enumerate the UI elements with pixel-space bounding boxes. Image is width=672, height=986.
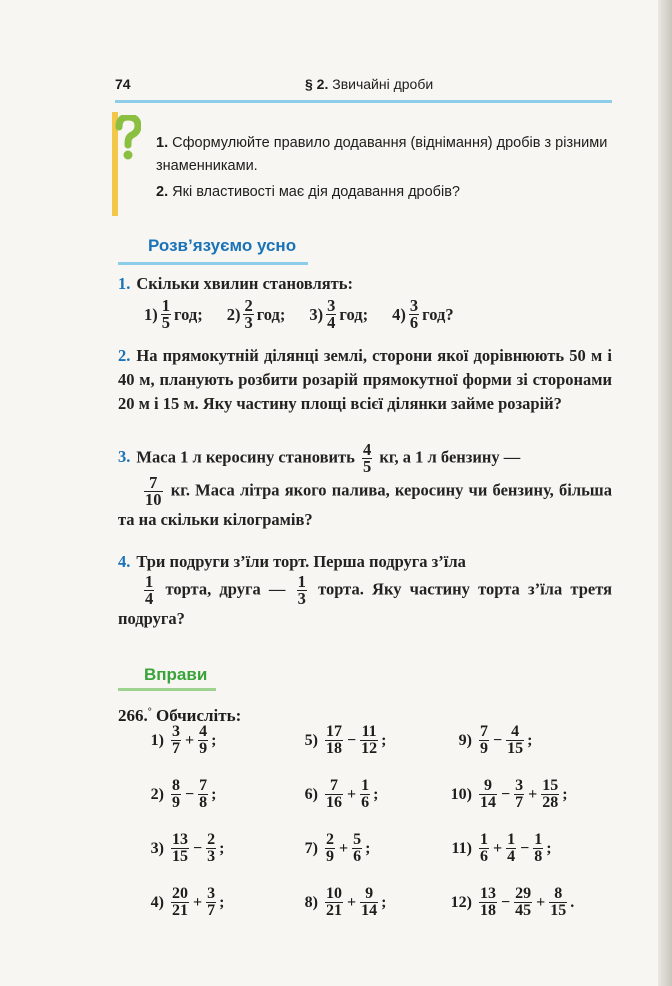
question-list [156, 132, 612, 207]
exercise-item: 9) $\frac{7}{9}$ − $\frac{4}{15}$ ; [458, 723, 533, 757]
exercises-heading-underline [118, 688, 216, 691]
exercise-item: 6) $\frac{7}{16}$ + $\frac{1}{6}$ ; [304, 777, 379, 811]
review-questions-box [112, 112, 612, 216]
fraction: $\frac{11}{12}$ [361, 723, 378, 757]
fraction: $\frac{1}{4}$ [507, 831, 516, 865]
fraction: $\frac{10}{21}$ [326, 885, 342, 919]
oral-task-4: 4. Три подруги з’їли торт. Перша подруга з’їла $\frac{1}{4}$ торта, друга — $\frac{1}{3}$ торта. Яку частину торта з’їла третя подруга? [118, 552, 613, 628]
time-option: 2) $\frac{2}{3}$ год; [226, 296, 286, 332]
fraction: $\frac{3}{7}$ [172, 723, 180, 757]
fraction: $\frac{17}{18}$ [326, 723, 342, 757]
exercise-item: 7) $\frac{2}{9}$ + $\frac{5}{6}$ ; [304, 831, 371, 865]
oral-task-2: 2. На прямокутній ділянці землі, сторони якої дорівнюють 50 м і 40 м, планують розбити розарій прямокутної форми зі сторонами 20 м і 15 м. Яку частину площі всієї ділянки займе розарій? [118, 346, 612, 413]
question-mark-icon [115, 115, 141, 161]
page-edge-shadow [658, 0, 672, 986]
page-header [115, 74, 611, 98]
exercise-item: 2) $\frac{8}{9}$ − $\frac{7}{8}$ ; [150, 777, 217, 811]
fraction: $\frac{13}{15}$ [172, 831, 188, 865]
fraction: $\frac{3}{7}$ [515, 777, 524, 811]
oral-task-1: 1. Скільки хвилин становлять: 1) $\frac{1}{5}$ год; 2) $\frac{2}{3}$ год; 3) $\frac{3}{4}$ год; 4) $\frac{3}{6}$ год? [118, 274, 454, 332]
page-number: 74 [115, 76, 131, 92]
exercise-item: 3) $\frac{13}{15}$ − $\frac{2}{3}$ ; [150, 831, 225, 865]
exercise-item: 11) $\frac{1}{6}$ + $\frac{1}{4}$ − $\frac{1}{8}$ ; [451, 831, 552, 865]
fraction: $\frac{1}{8}$ [534, 831, 543, 865]
fraction: $\frac{2}{9}$ [326, 831, 334, 865]
fraction: $\frac{8}{15}$ [550, 885, 567, 919]
header-rule [115, 100, 612, 103]
exercise-item: 8) $\frac{10}{21}$ + $\frac{9}{14}$ ; [304, 885, 387, 919]
fraction: $\frac{13}{18}$ [480, 885, 496, 919]
fraction: $\frac{4}{9}$ [199, 723, 208, 757]
fraction: $\frac{9}{14}$ [480, 777, 496, 811]
fraction: $\frac{29}{45}$ [515, 885, 532, 919]
oral-heading: Розв’язуємо усно [148, 236, 297, 255]
fraction: $\frac{7}{8}$ [199, 777, 208, 811]
fraction: $\frac{2}{3}$ [207, 831, 216, 865]
exercise-title: 266.° Обчисліть: [118, 706, 242, 725]
fraction: $\frac{7}{16}$ [326, 777, 342, 811]
section-name: Звичайні дроби [332, 76, 434, 92]
fraction: $\frac{4}{15}$ [507, 723, 524, 757]
fraction: $\frac{5}{6}$ [353, 831, 362, 865]
question-item: 1. Сформулюйте правило додавання (віднімання) дробів з різними знаменниками. [156, 135, 608, 174]
exercise-item: 10) $\frac{9}{14}$ − $\frac{3}{7}$ + $\frac{15}{28}$ ; [450, 777, 568, 811]
fraction: $\frac{20}{21}$ [172, 885, 188, 919]
question-item: 2. Які властивості має дія додавання дробів? [156, 184, 460, 200]
fraction: $\frac{9}{14}$ [361, 885, 378, 919]
exercise-item: 1) $\frac{3}{7}$ + $\frac{4}{9}$ ; [150, 723, 217, 757]
time-option: 4) $\frac{3}{6}$ год? [392, 296, 454, 332]
oral-heading-underline [118, 262, 308, 265]
fraction: $\frac{15}{28}$ [542, 777, 559, 811]
exercise-item: 12) $\frac{13}{18}$ − $\frac{29}{45}$ + $\frac{8}{15}$ . [450, 885, 575, 919]
exercise-item: 5) $\frac{17}{18}$ − $\frac{11}{12}$ ; [304, 723, 387, 757]
fraction: $\frac{3}{7}$ [207, 885, 216, 919]
exercises-heading: Вправи [144, 665, 208, 684]
time-option: 1) $\frac{1}{5}$ год; [144, 296, 203, 332]
section-symbol: § 2. [305, 76, 329, 92]
fraction: $\frac{7}{9}$ [480, 723, 488, 757]
fraction: $\frac{1}{6}$ [361, 777, 370, 811]
oral-task-3: 3. Маса 1 л керосину становить $\frac{4}{5}$ кг, а 1 л бензину — $\frac{7}{10}$ кг. Маса літра якого палива, керосину чи бензину, більша та на скільки кілограмів? [118, 440, 612, 529]
exercise-item: 4) $\frac{20}{21}$ + $\frac{3}{7}$ ; [150, 885, 225, 919]
fraction: $\frac{1}{6}$ [480, 831, 488, 865]
fraction: $\frac{8}{9}$ [172, 777, 180, 811]
section-title [305, 76, 433, 92]
time-option: 3) $\frac{3}{4}$ год; [309, 296, 369, 332]
